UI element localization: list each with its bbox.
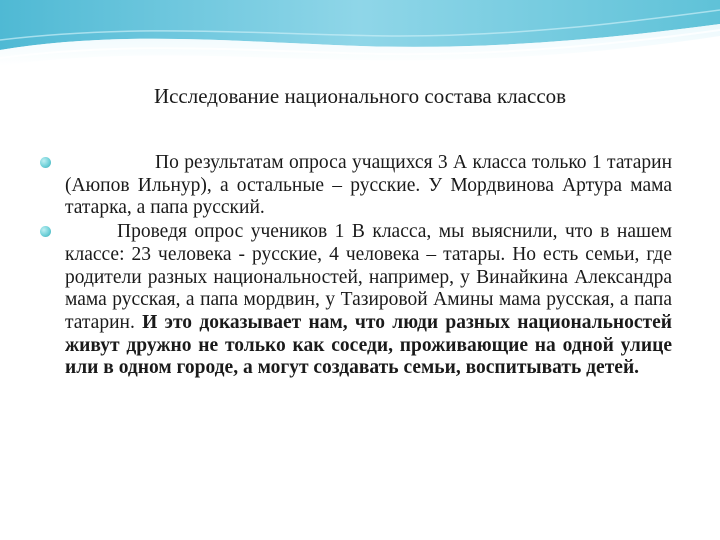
slide-title: Исследование национального состава классов — [153, 84, 567, 108]
bullet-icon — [40, 226, 51, 237]
bullet-paragraph-1 — [40, 152, 672, 220]
paragraph-2-emphasis: И это доказывает нам, что люди разных национальностей живут дружно не только как соседи, проживающие на одной улице или в одном городе, а могут создавать семьи, воспитывать детей. — [65, 311, 673, 379]
bullet-paragraph-2 — [40, 221, 672, 380]
paragraph-2-text: Проведя опрос учеников 1 В класса, мы выяснили, что в нашем классе: 23 человека - русские, 4 человека – татары. Но есть семьи, где родители разных национальностей, например, у Винайкина Александра мама русская, а папа мордвин, у Тазировой Амины мама русская, а папа татарин. — [65, 221, 672, 333]
slide-body — [40, 152, 672, 381]
decorative-wave-header — [0, 0, 720, 80]
bullet-icon — [40, 157, 51, 168]
paragraph-1-text: По результатам опроса учащихся 3 А класса только 1 татарин (Аюпов Ильнур), а остальные – русские. У Мордвинова Артура мама татарка, а папа русский. — [65, 152, 672, 219]
